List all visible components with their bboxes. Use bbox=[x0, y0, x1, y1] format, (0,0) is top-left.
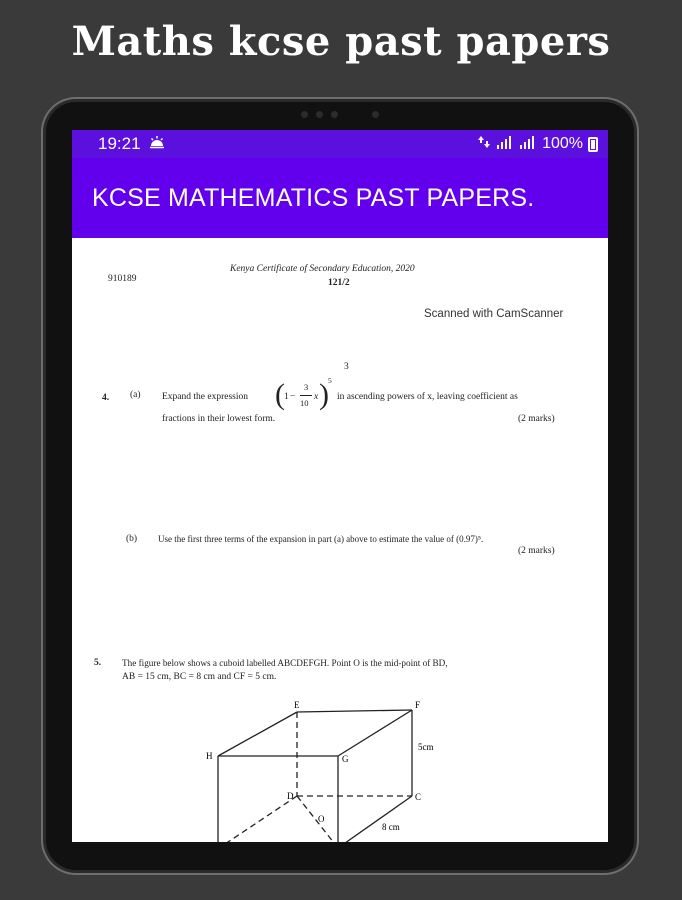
q5-number: 5. bbox=[94, 658, 102, 668]
battery-icon bbox=[588, 137, 598, 152]
exam-name: Kenya Certificate of Secondary Education, 2020 bbox=[230, 264, 415, 274]
q4a-text2: in ascending powers of x, leaving coefficient as bbox=[337, 392, 518, 402]
paper-number: 121/2 bbox=[328, 278, 350, 288]
q5-text2: AB = 15 cm, BC = 8 cm and CF = 5 cm. bbox=[122, 672, 277, 682]
expr-one: 1 bbox=[284, 392, 289, 402]
status-bar bbox=[72, 130, 608, 158]
label-g: G bbox=[342, 754, 349, 764]
expr-den: 10 bbox=[300, 398, 309, 408]
q5-text1: The figure below shows a cuboid labelled ABCDEFGH. Point O is the mid-point of BD, bbox=[122, 658, 448, 668]
cuboid-figure bbox=[202, 698, 442, 842]
scanner-note: Scanned with CamScanner bbox=[424, 308, 564, 320]
tablet-frame bbox=[46, 102, 634, 870]
edge-gc bbox=[338, 796, 412, 842]
paper-code: 910189 bbox=[108, 274, 137, 284]
status-time: 19:21 bbox=[98, 134, 141, 153]
camera-dot bbox=[372, 111, 379, 118]
q4b-text: Use the first three terms of the expansion in part (a) above to estimate the value of (0.97)⁵. bbox=[158, 534, 484, 544]
signal-icon bbox=[519, 135, 537, 154]
expr-minus: − bbox=[290, 392, 296, 402]
label-o: O bbox=[318, 814, 325, 824]
dim-8cm: 8 cm bbox=[382, 822, 400, 832]
label-f: F bbox=[415, 700, 421, 710]
expression-close-paren: ) bbox=[319, 378, 329, 411]
expr-power: 5 bbox=[328, 376, 332, 385]
sun-icon bbox=[149, 134, 165, 154]
q4b-marks: (2 marks) bbox=[518, 546, 555, 556]
label-h: H bbox=[206, 751, 213, 761]
label-d: D bbox=[287, 791, 294, 801]
camera-dot bbox=[301, 111, 308, 118]
page-mark: 3 bbox=[344, 362, 349, 372]
camera-dot bbox=[316, 111, 323, 118]
camera-dot bbox=[331, 111, 338, 118]
q4a-label: (a) bbox=[130, 390, 141, 400]
expression-open-paren: ( bbox=[275, 378, 285, 411]
expr-var: x bbox=[314, 392, 319, 402]
q4a-marks: (2 marks) bbox=[518, 414, 555, 424]
label-e: E bbox=[294, 700, 300, 710]
document-page[interactable] bbox=[72, 238, 608, 842]
battery-text: 100% bbox=[542, 135, 583, 152]
signal-icon bbox=[496, 135, 514, 154]
app-title: KCSE MATHEMATICS PAST PAPERS. bbox=[92, 183, 535, 212]
fraction-bar bbox=[300, 395, 312, 396]
app-bar bbox=[72, 158, 608, 238]
q4b-label: (b) bbox=[126, 534, 138, 544]
edge-eh bbox=[218, 712, 297, 756]
label-c: C bbox=[415, 792, 422, 802]
app-screen bbox=[72, 130, 608, 842]
q4a-text1: Expand the expression bbox=[162, 392, 249, 402]
data-arrows-icon bbox=[477, 135, 491, 154]
q4-number: 4. bbox=[102, 393, 110, 403]
expr-num: 3 bbox=[304, 382, 309, 392]
dim-5cm: 5cm bbox=[418, 742, 434, 752]
q4a-text3: fractions in their lowest form. bbox=[162, 414, 276, 424]
promo-title: Maths kcse past papers bbox=[71, 18, 611, 65]
hidden-edge-d-front bbox=[222, 796, 297, 842]
edge-ef bbox=[297, 710, 412, 712]
edge-fg bbox=[338, 710, 412, 756]
